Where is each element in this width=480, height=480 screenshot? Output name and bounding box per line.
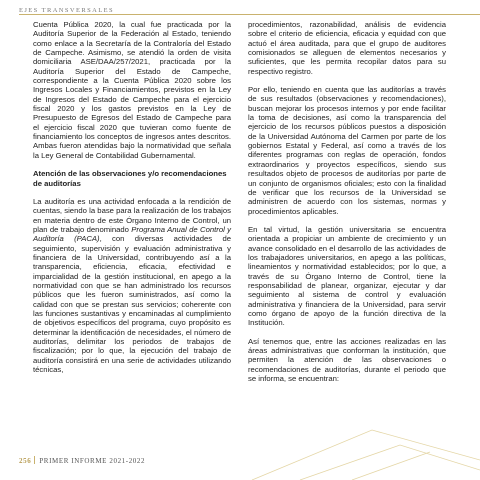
left-column [33, 20, 231, 383]
left-paragraph-2 [33, 197, 231, 375]
right-paragraph-2: Por ello, teniendo en cuenta que las auditorías a través de sus resultados (observaciones y recomendaciones), buscan mejorar los procesos internos y por ende facilitar la toma de decisiones, así como la transparencia del ejercicio de los recursos públicos puestos a disposición de la Universidad Autónoma del Carmen por parte de los gobiernos Estatal y Federal, así como a través de los diferentes programas con reglas de operación, fondos extraordinarios y proyectos específicos, siendo sus resultados objeto de procesos de auditorías por parte de un conjunto de organismos oficiales; esto con la finalidad de verificar que los recursos de la Universidad se administren de acuerdo con los sistemas, normas y procedimientos aplicables. [248, 85, 446, 216]
left-paragraph-1: Cuenta Pública 2020, la cual fue practicada por la Auditoría Superior de la Federación al Estado, teniendo como enlace a la Secretaría de la Contraloría del Estado de Campeche. Asimismo, se atendió la orden de visita domiciliaria ASE/DAA/257/2021, practicada por la Auditoría Superior del Estado de Campeche, correspondiente a la Cuenta Pública 2020 sobre los Ingresos Locales y Financiamientos, previstos en la Ley de Ingresos del Estado de Campeche para el ejercicio fiscal 2020 y los gastos previstos en la Ley de Presupuesto de Egresos del Estado de Campeche para el ejercicio fiscal 2020 que tuvieran como fuente de financiamiento los conceptos de ingresos antes descritos. Ambas fueron atendidas bajo la normatividad que señala la Ley General de Contabilidad Gubernamental. [33, 20, 231, 160]
right-paragraph-3: En tal virtud, la gestión universitaria se encuentra orientada a propiciar un ambiente de crecimiento y un avance consolidado en el desarrollo de las actividades de los trabajadores universitarios, en apego a las políticas, lineamientos y normatividad establecidos; por lo que, a través de su Órgano Interno de Control, tiene la responsabilidad de planear, organizar, ejecutar y dar seguimiento al sistema de control y evaluación administrativa y financiera de la Universidad, para servir como órgano de apoyo de la función directiva de la Institución. [248, 224, 446, 328]
section-header: EJES TRANSVERSALES [19, 7, 114, 14]
footer-separator [34, 456, 35, 464]
left-paragraph-2-start: La auditoría es una actividad enfocada a la rendición de cuentas, siendo la base para la realización de los trabajos en materia dentro de este Órgano Interno de Control, un plan de trabajo denominado [33, 196, 231, 234]
section-heading: Atención de las observaciones y/o recomendaciones de auditorías [33, 169, 227, 188]
paca-program-name: Programa Anual de Control y Auditoría (PACA) [33, 224, 231, 244]
left-paragraph-2-end: , con diversas actividades de seguimiento, supervisión y evaluación administrativa y financiera de la Universidad, contribuyendo así a la transparencia, eficiencia, eficacia, efectividad e imparcialidad de la gestión institucional, en apego a la normatividad con que se han administrado los recursos públicos que les fueron suministrados, así como la calidad con que se prestan sus servicios; coherente con las funciones sustantivas y encaminadas al cumplimiento de objetivos específicos del programa, cuyo propósito es determinar la identificación de necesidades, el número de auditorías, delimitar los periodos de trabajos de fiscalización; por lo que, la ejecución del trabajo de auditoría consistirá en una serie de actividades utilizando técnicas, [33, 234, 232, 375]
page-number: 256 [19, 457, 32, 465]
page-footer [19, 456, 145, 465]
header-rule [19, 14, 480, 15]
report-title: PRIMER INFORME 2021-2022 [39, 457, 146, 465]
right-paragraph-4: Así tenemos que, entre las acciones realizadas en las áreas administrativas que conforman la institución, que permiten la atención de las observaciones o recomendaciones de auditorías, durante el periodo que se informa, se encuentran: [248, 336, 446, 384]
right-column [248, 20, 446, 392]
right-paragraph-1: procedimientos, razonabilidad, análisis de evidencia sobre el criterio de eficiencia, eficacia y equidad con que actuó el área auditada, para que el grupo de auditores comisionados se alleguen de elementos necesarios y suficientes, que les permita recopilar datos para su respectivo registro. [248, 20, 446, 76]
